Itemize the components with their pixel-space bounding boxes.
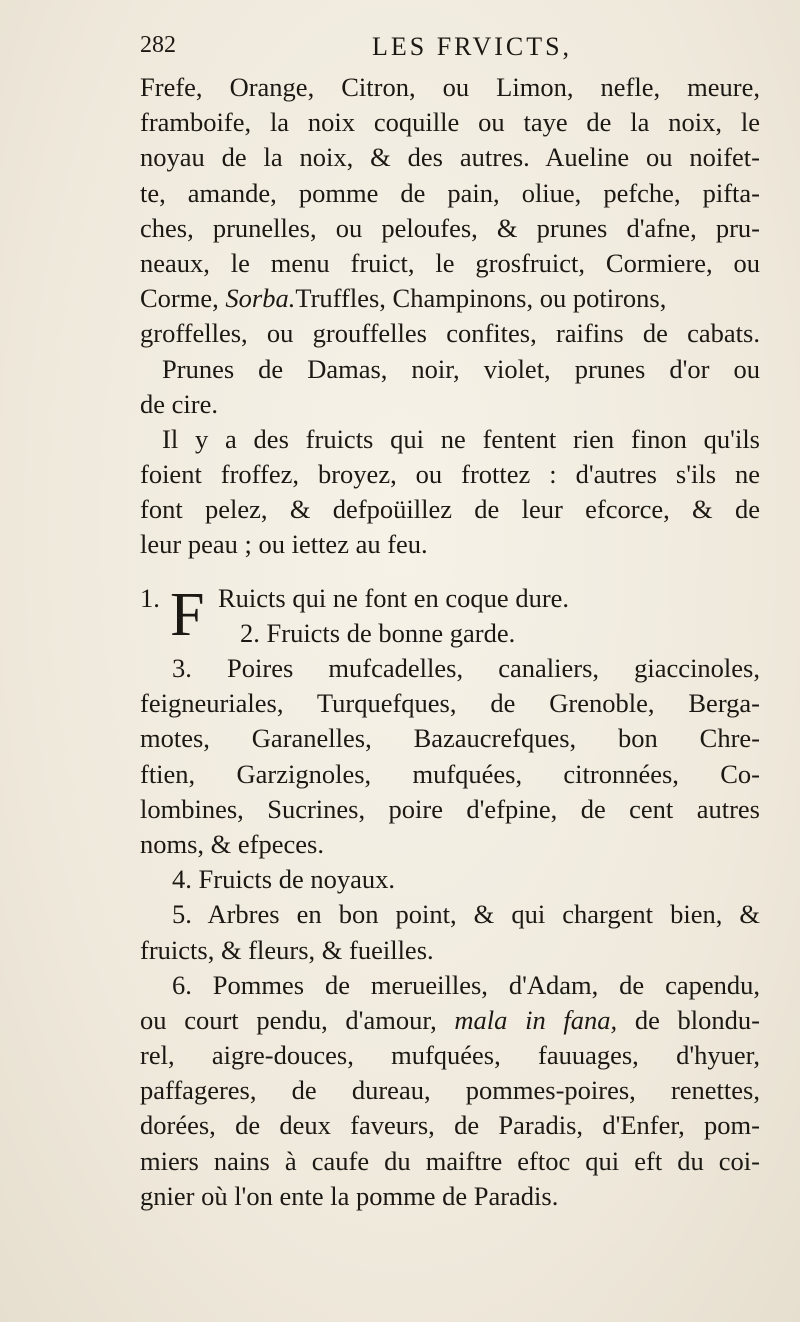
text-line: motes, Garanelles, Bazaucrefques, bon Chre- xyxy=(140,723,760,754)
list-item xyxy=(140,651,760,862)
item-text: Ruicts qui ne font en coque dure. xyxy=(218,582,570,613)
text-line: Prunes de Damas, noir, violet, prunes d'or ou xyxy=(162,353,760,384)
italic-term: mala in fana, xyxy=(454,1004,618,1035)
list-item xyxy=(140,862,760,897)
text-line: framboife, la noix coquille ou taye de la noix, le xyxy=(140,107,760,138)
paragraph-fruits-smell xyxy=(140,422,760,563)
text-line: Frefe, Orange, Citron, ou Limon, nefle, meure, xyxy=(140,72,760,102)
text-line: de cire. xyxy=(140,388,218,419)
text-line: ches, prunelles, ou peloufes, & prunes d'afne, pru- xyxy=(140,212,760,243)
text-fragment: Truffles, Champinons, ou potirons, xyxy=(295,283,667,314)
paragraph-fruit-list xyxy=(140,70,760,352)
text-line: rel, aigre-douces, mufquées, fauuages, d'hyuer, xyxy=(140,1040,760,1071)
page-header xyxy=(140,32,660,72)
list-item xyxy=(140,968,760,1214)
text-line: 6. Pommes de merueilles, d'Adam, de capendu, xyxy=(172,969,760,1000)
text-line: 2. Fruicts de bonne garde. xyxy=(240,617,516,648)
text-line: 3. Poires mufcadelles, canaliers, giaccinoles, xyxy=(172,653,760,683)
text-line: neaux, le menu fruict, le grosfruict, Cormiere, ou xyxy=(140,247,760,278)
text-line: foient froffez, broyez, ou frottez : d'autres s'ils ne xyxy=(140,459,760,490)
text-line: ftien, Garzignoles, mufquées, citronnées, Co- xyxy=(140,758,760,789)
section-gap xyxy=(140,563,760,581)
text-fragment: Corme, xyxy=(140,283,226,314)
text-line: 5. Arbres en bon point, & qui chargent bien, & xyxy=(172,899,760,930)
text-line xyxy=(140,281,760,316)
italic-term: Sorba. xyxy=(225,283,296,314)
text-line: noyau de la noix, & des autres. Aueline ou noifet- xyxy=(140,142,760,173)
text-line: leur peau ; ou iettez au feu. xyxy=(140,529,428,560)
text-line: paffageres, de dureau, pommes-poires, renettes, xyxy=(140,1075,760,1106)
item-number: 1. xyxy=(140,582,160,613)
text-line: lombines, Sucrines, poire d'efpine, de cent autres xyxy=(140,793,760,824)
text-line xyxy=(140,1003,760,1038)
text-line: feigneuriales, Turquefques, de Grenoble, Berga- xyxy=(140,688,760,719)
text-line: 4. Fruicts de noyaux. xyxy=(172,864,396,895)
text-line: gnier où l'on ente la pomme de Paradis. xyxy=(140,1180,559,1211)
paragraph-prunes xyxy=(140,352,760,422)
numbered-list xyxy=(140,581,760,1214)
text-line: groffelles, ou grouffelles confites, raifins de cabats. xyxy=(140,318,760,349)
text-line xyxy=(140,581,760,616)
running-title: LES FRVICTS, xyxy=(372,32,573,61)
drop-cap: F xyxy=(170,580,205,649)
text-fragment: de blondu- xyxy=(617,1004,760,1035)
list-item xyxy=(140,897,760,967)
text-line: font pelez, & defpoüillez de leur efcorce, & de xyxy=(140,494,760,525)
text-fragment: ou court pendu, d'amour, xyxy=(140,1004,455,1035)
text-line: miers nains à caufe du maiftre eftoc qui eft du coi- xyxy=(140,1145,760,1176)
list-item xyxy=(140,581,760,651)
text-line: te, amande, pomme de pain, oliue, pefche, pifta- xyxy=(140,177,760,208)
text-line: Il y a des fruicts qui ne fentent rien finon qu'ils xyxy=(162,423,760,454)
page-number: 282 xyxy=(140,32,176,58)
text-line: noms, & efpeces. xyxy=(140,828,324,859)
text-line: fruicts, & fleurs, & fueilles. xyxy=(140,934,434,965)
text-line: dorées, de deux faveurs, de Paradis, d'Enfer, pom- xyxy=(140,1110,760,1141)
body-text xyxy=(140,70,760,1214)
